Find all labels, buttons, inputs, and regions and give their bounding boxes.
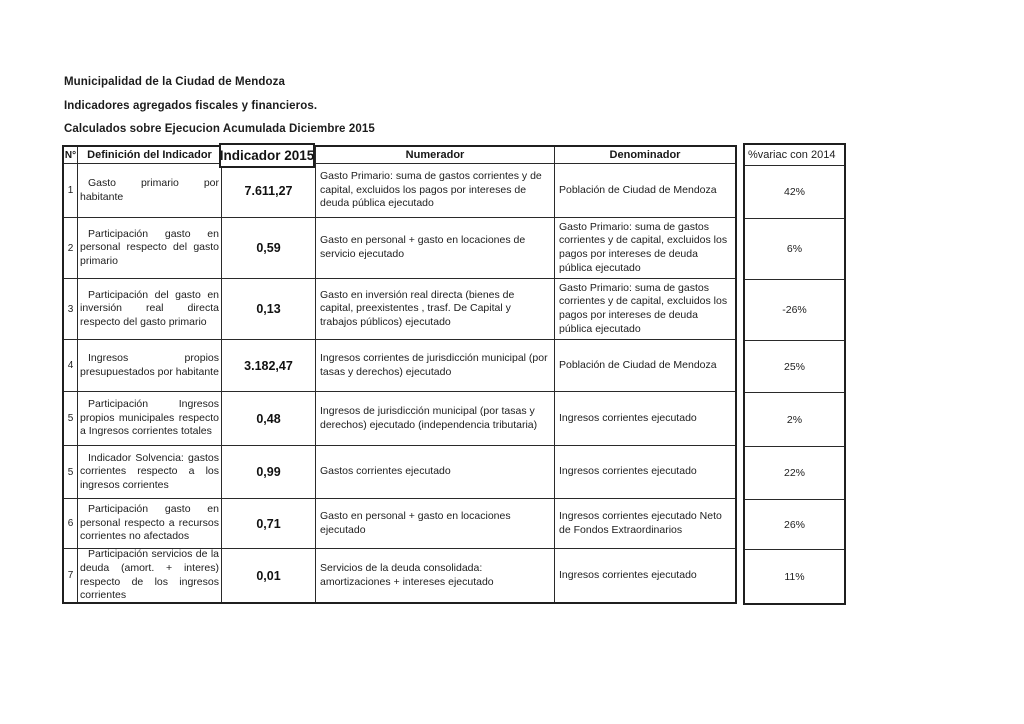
cell-definition: Ingresos propios presupuestados por habitante <box>80 351 219 378</box>
cell-indicator-value: 0,71 <box>256 516 281 531</box>
cell-definition: Participación servicios de la deuda (amort. + interes) respecto de los ingresos corrientes <box>80 549 219 602</box>
table-row <box>64 218 735 279</box>
header-indicator-2015: Indicador 2015 <box>219 143 315 168</box>
row-number: 5 <box>67 413 74 424</box>
cell-variation: 42% <box>783 186 805 198</box>
indicators-table <box>62 145 737 604</box>
cell-definition: Indicador Solvencia: gastos corrientes respecto a los ingresos corrientes <box>80 451 219 491</box>
header-variation: %variac con 2014 <box>745 145 844 166</box>
cell-indicator-value: 3.182,47 <box>244 358 293 373</box>
cell-indicator-value: 7.611,27 <box>244 183 293 198</box>
cell-numerator: Servicios de la deuda consolidada: amortizaciones + intereses ejecutado <box>320 561 494 588</box>
cell-indicator-value: 0,59 <box>256 241 281 255</box>
document-period-line: Calculados sobre Ejecucion Acumulada Diciembre 2015 <box>64 123 375 135</box>
table-row <box>64 340 735 392</box>
cell-indicator-value: 0,13 <box>256 302 281 316</box>
cell-denominator: Ingresos corrientes ejecutado <box>559 568 697 581</box>
document-header <box>64 71 375 142</box>
cell-variation: 6% <box>786 243 803 255</box>
cell-numerator: Ingresos de jurisdicción municipal (por tasas y derechos) ejecutado (independencia tributaria) <box>320 404 538 431</box>
cell-variation: 2% <box>786 413 803 426</box>
row-number: 1 <box>67 185 74 196</box>
cell-variation: 11% <box>784 570 805 583</box>
cell-numerator: Gasto en inversión real directa (bienes de capital, preexistentes , trasf. De Capital y trabajos públicos) ejecutado <box>320 288 515 328</box>
table-row <box>64 446 735 499</box>
cell-denominator: Población de Ciudad de Mendoza <box>559 183 717 196</box>
cell-definition: Participación gasto en personal respecto a recursos corrientes no afectados <box>80 503 219 543</box>
cell-definition: Gasto primario por habitante <box>80 176 219 203</box>
table-header-row <box>64 147 735 164</box>
cell-indicator-value: 0,01 <box>256 568 281 583</box>
cell-indicator-value: 0,48 <box>256 411 281 426</box>
variation-table <box>743 143 846 605</box>
header-denominator: Denominador <box>609 149 681 161</box>
cell-denominator: Gasto Primario: suma de gastos corrientes y de capital, excluidos los pagos por intereses de deuda pública ejecutado <box>559 220 728 274</box>
cell-denominator: Ingresos corrientes ejecutado Neto de Fondos Extraordinarios <box>559 509 722 536</box>
table-row <box>64 164 735 218</box>
cell-variation: 22% <box>783 467 805 479</box>
cell-definition: Participación del gasto en inversión real directa respecto del gasto primario <box>80 288 219 328</box>
table-row <box>64 549 735 602</box>
cell-denominator: Ingresos corrientes ejecutado <box>559 411 697 424</box>
row-number: 6 <box>67 518 74 529</box>
cell-numerator: Gasto en personal + gasto en locaciones de servicio ejecutado <box>320 234 526 260</box>
cell-variation: -26% <box>782 304 807 316</box>
cell-denominator: Gasto Primario: suma de gastos corrientes y de capital, excluidos los pagos por intereses de deuda pública ejecutado <box>559 281 728 335</box>
cell-numerator: Ingresos corrientes de jurisdicción municipal (por tasas y derechos) ejecutado <box>320 351 548 378</box>
row-number: 2 <box>67 242 74 254</box>
cell-denominator: Ingresos corrientes ejecutado <box>559 465 697 478</box>
cell-definition: Participación Ingresos propios municipales respecto a Ingresos corrientes totales <box>80 398 219 438</box>
row-number: 4 <box>67 360 74 371</box>
cell-variation: 26% <box>783 518 805 531</box>
cell-numerator: Gastos corrientes ejecutado <box>320 465 451 478</box>
cell-denominator: Población de Ciudad de Mendoza <box>559 358 717 371</box>
cell-numerator: Gasto Primario: suma de gastos corrientes y de capital, excluidos los pagos por intereses de deuda pública ejecutado <box>320 170 542 210</box>
header-definition: Definición del Indicador <box>78 147 222 163</box>
cell-numerator: Gasto en personal + gasto en locaciones ejecutado <box>320 509 511 536</box>
document-subtitle: Indicadores agregados fiscales y financieros. <box>64 99 318 112</box>
document-title: Municipalidad de la Ciudad de Mendoza <box>64 76 285 88</box>
cell-definition: Participación gasto en personal respecto del gasto primario <box>80 227 219 267</box>
row-number: 7 <box>67 570 74 581</box>
cell-indicator-value: 0,99 <box>256 465 281 479</box>
cell-variation: 25% <box>783 360 805 373</box>
row-number: 5 <box>67 466 74 478</box>
header-numerator: Numerador <box>316 147 555 163</box>
header-num: N° <box>64 147 78 163</box>
table-row <box>64 499 735 549</box>
table-row <box>64 279 735 340</box>
table-row <box>64 392 735 446</box>
row-number: 3 <box>67 303 74 315</box>
